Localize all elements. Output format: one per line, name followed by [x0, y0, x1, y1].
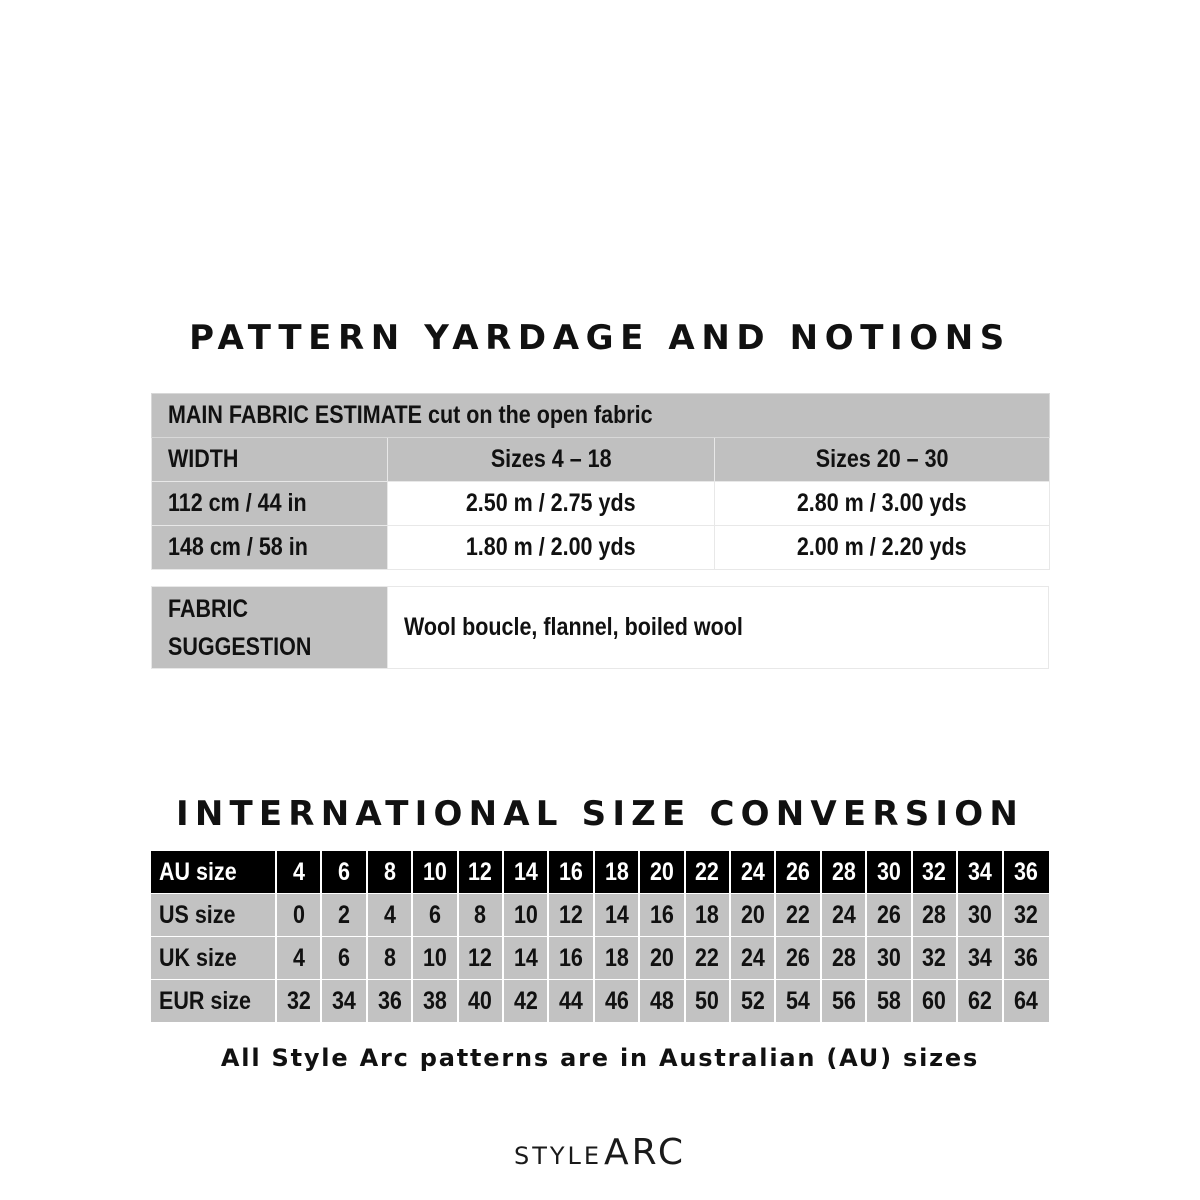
- size-cell: 36: [1004, 937, 1050, 980]
- size-cell: 12: [549, 894, 594, 937]
- size-cell: 26: [776, 937, 821, 980]
- size-cell: 4: [368, 894, 413, 937]
- size-cell: 26: [867, 894, 912, 937]
- size-cell: 36: [368, 980, 413, 1023]
- table-title-rest: cut on the open fabric: [428, 401, 653, 429]
- size-cell: 60: [913, 980, 958, 1023]
- au-sizes-note: All Style Arc patterns are in Australian (AU) sizes: [220, 1044, 980, 1072]
- size-conversion-table: [151, 851, 1049, 1023]
- size-row-label: AU size: [151, 851, 277, 894]
- fabric-suggestion-table: [151, 586, 1049, 669]
- size-cell: 14: [504, 851, 549, 894]
- width-cell: 112 cm / 44 in: [152, 482, 388, 526]
- size-cell: 28: [913, 894, 958, 937]
- column-header-sizes-large: Sizes 20 – 30: [715, 438, 1050, 482]
- size-cell: 18: [595, 937, 640, 980]
- table-row: [152, 482, 1050, 526]
- size-cell: 22: [776, 894, 821, 937]
- main-fabric-table: [151, 393, 1050, 570]
- size-cell: 24: [822, 894, 867, 937]
- size-cell: 28: [822, 937, 867, 980]
- size-cell: 52: [731, 980, 776, 1023]
- size-cell: 2: [322, 894, 367, 937]
- size-cell: 14: [504, 937, 549, 980]
- size-cell: 46: [595, 980, 640, 1023]
- size-cell: 16: [640, 894, 685, 937]
- size-cell: 32: [913, 937, 958, 980]
- size-cell: 36: [1004, 851, 1050, 894]
- fabric-suggestion-label: FABRIC SUGGESTION: [152, 587, 388, 669]
- size-cell: 16: [549, 851, 594, 894]
- yardage-cell: 2.80 m / 3.00 yds: [715, 482, 1050, 526]
- size-cell: 0: [277, 894, 322, 937]
- size-cell: 22: [686, 851, 731, 894]
- table-title-row: [152, 394, 1050, 438]
- size-cell: 20: [640, 851, 685, 894]
- size-cell: 40: [459, 980, 504, 1023]
- yardage-cell: 2.00 m / 2.20 yds: [715, 526, 1050, 570]
- size-cell: 26: [776, 851, 821, 894]
- size-cell: 18: [595, 851, 640, 894]
- size-cell: 16: [549, 937, 594, 980]
- size-cell: 34: [322, 980, 367, 1023]
- width-cell: 148 cm / 58 in: [152, 526, 388, 570]
- size-cell: 34: [958, 851, 1003, 894]
- header-row: [152, 438, 1050, 482]
- size-cell: 32: [277, 980, 322, 1023]
- size-cell: 50: [686, 980, 731, 1023]
- size-row: [151, 980, 1049, 1023]
- size-cell: 58: [867, 980, 912, 1023]
- size-cell: 12: [459, 937, 504, 980]
- size-cell: 62: [958, 980, 1003, 1023]
- size-cell: 24: [731, 937, 776, 980]
- size-cell: 4: [277, 937, 322, 980]
- size-cell: 10: [504, 894, 549, 937]
- size-cell: 28: [822, 851, 867, 894]
- size-cell: 10: [413, 937, 458, 980]
- size-cell: 30: [867, 937, 912, 980]
- size-cell: 34: [958, 937, 1003, 980]
- yardage-cell: 2.50 m / 2.75 yds: [388, 482, 715, 526]
- yardage-heading: PATTERN YARDAGE AND NOTIONS: [189, 318, 1011, 358]
- size-cell: 56: [822, 980, 867, 1023]
- style-arc-logo: [0, 1132, 1200, 1173]
- size-cell: 32: [1004, 894, 1050, 937]
- size-row-label: UK size: [151, 937, 277, 980]
- column-header-width: WIDTH: [152, 438, 388, 482]
- size-cell: 6: [322, 851, 367, 894]
- size-cell: 6: [413, 894, 458, 937]
- size-cell: 54: [776, 980, 821, 1023]
- size-cell: 20: [731, 894, 776, 937]
- size-cell: 48: [640, 980, 685, 1023]
- size-row: [151, 851, 1049, 894]
- size-cell: 22: [686, 937, 731, 980]
- size-cell: 6: [322, 937, 367, 980]
- column-header-sizes-small: Sizes 4 – 18: [388, 438, 715, 482]
- size-cell: 18: [686, 894, 731, 937]
- size-cell: 32: [913, 851, 958, 894]
- fabric-suggestion-value: Wool boucle, flannel, boiled wool: [388, 587, 1049, 669]
- logo-arc-text: ARC: [604, 1132, 687, 1173]
- size-cell: 24: [731, 851, 776, 894]
- size-cell: 44: [549, 980, 594, 1023]
- size-cell: 8: [459, 894, 504, 937]
- size-conversion-heading: INTERNATIONAL SIZE CONVERSION: [175, 794, 1025, 834]
- yardage-cell: 1.80 m / 2.00 yds: [388, 526, 715, 570]
- table-row: [152, 526, 1050, 570]
- size-row-label: EUR size: [151, 980, 277, 1023]
- size-cell: 30: [958, 894, 1003, 937]
- logo-style-text: STYLE: [513, 1142, 603, 1170]
- size-cell: 10: [413, 851, 458, 894]
- size-cell: 12: [459, 851, 504, 894]
- fabric-suggestion-row: [152, 587, 1049, 669]
- size-cell: 4: [277, 851, 322, 894]
- size-row: [151, 894, 1049, 937]
- size-row: [151, 937, 1049, 980]
- size-cell: 30: [867, 851, 912, 894]
- table-title-bold: MAIN FABRIC ESTIMATE: [168, 401, 423, 429]
- table-title: [152, 394, 1050, 438]
- size-cell: 64: [1004, 980, 1050, 1023]
- size-cell: 14: [595, 894, 640, 937]
- size-cell: 38: [413, 980, 458, 1023]
- size-cell: 8: [368, 851, 413, 894]
- size-cell: 42: [504, 980, 549, 1023]
- size-cell: 8: [368, 937, 413, 980]
- size-cell: 20: [640, 937, 685, 980]
- size-row-label: US size: [151, 894, 277, 937]
